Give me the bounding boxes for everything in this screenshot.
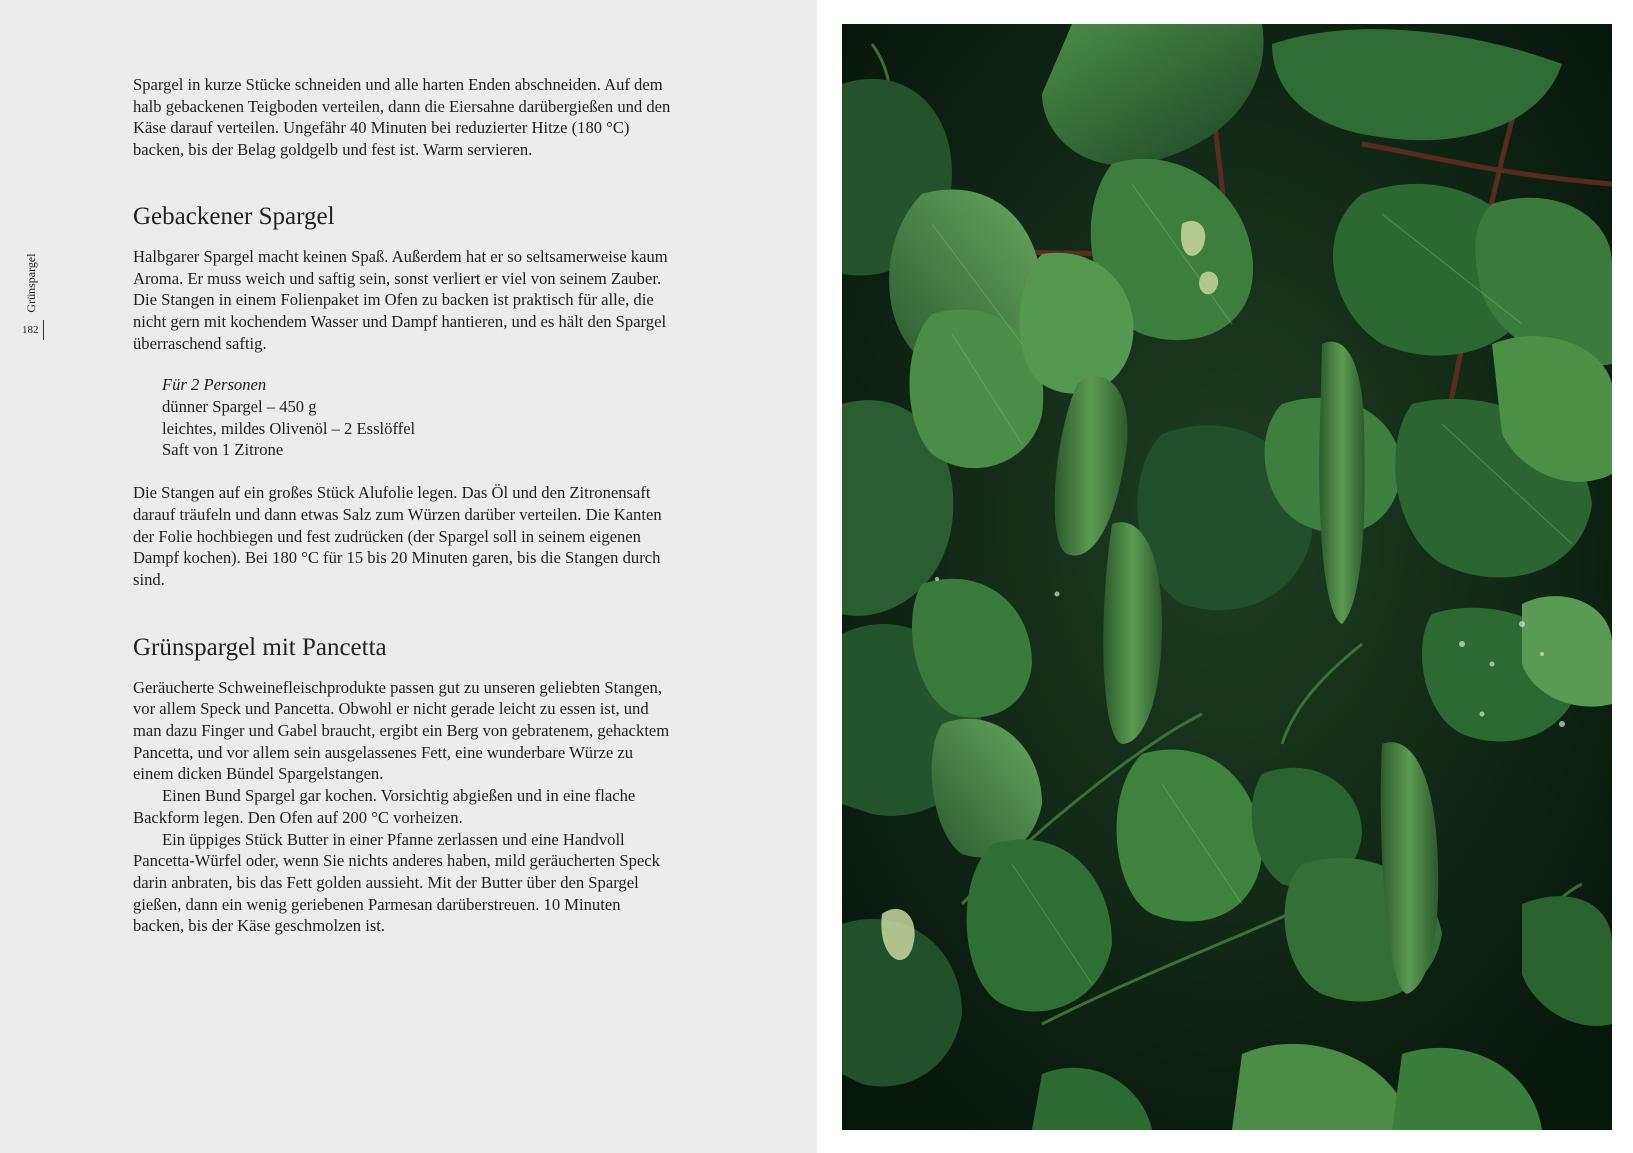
recipe-paragraph: Geräucherte Schweinefleischprodukte passen gut zu unseren geliebten Stangen, vor allem Speck und Pancetta. Obwohl er nicht gerade leicht zu essen ist, und man dazu Finger und Gabel braucht, ergibt ein Berg von gebratenem, gehacktem Pancetta, und vor allem sein ausgelassenes Fett, eine wunderbare Würze zu einem dicken Bündel Spargelstangen. [133, 677, 670, 784]
recipe-title-gruenspargel-pancetta: Grünspargel mit Pancetta [133, 633, 387, 661]
ingredient-item: leichtes, mildes Olivenöl – 2 Esslöffel [162, 418, 416, 438]
recipe-paragraph: Ein üppiges Stück Butter in einer Pfanne zerlassen und eine Handvoll Pancetta-Würfel oder, wenn Sie nichts anderes haben, mild geräucherten Speck darin anbraten, bis das Fett golden aussieht. Mit der Butter über den Spargel gießen, dann ein wenig geriebenen Parmesan darüberstreuen. 10 Minuten backen, bis der Käse geschmolzen ist. [133, 829, 660, 936]
recipe-method: Die Stangen auf ein großes Stück Alufolie legen. Das Öl und den Zitronensaft darauf träufeln und dann etwas Salz zum Würzen darüber verteilen. Die Kanten der Folie hochbiegen und fest zudrücken (der Spargel soll in seinem eigenen Dampf kochen). Bei 180 °C für 15 bis 20 Minuten garen, bis die Stangen durch sind. [133, 483, 662, 589]
running-head-rule [43, 320, 44, 340]
recipe-title-gebackener-spargel: Gebackener Spargel [133, 202, 335, 230]
page-number: 182 [22, 324, 39, 336]
ingredient-item: Saft von 1 Zitrone [162, 440, 284, 460]
running-head [18, 242, 44, 342]
ingredient-list [162, 374, 673, 461]
ingredient-item: dünner Spargel – 450 g [162, 397, 317, 417]
photo-illustration [842, 24, 1612, 1130]
running-head-section: Grünspargel [24, 253, 38, 313]
text-column [133, 74, 673, 937]
intro-paragraph: Spargel in kurze Stücke schneiden und alle harten Enden abschneiden. Auf dem halb gebackenen Teigboden verteilen, dann die Eiersahne darübergießen und den Käse darauf verteilen. Ungefähr 40 Minuten bei reduzierter Hitze (180 °C) backen, bis der Belag goldgelb und fest ist. Warm servieren. [133, 75, 671, 160]
recipe-paragraph: Einen Bund Spargel gar kochen. Vorsichtig abgießen und in eine flache Backform legen. Den Ofen auf 200 °C vorheizen. [133, 786, 636, 827]
pea-plant-photo [842, 24, 1612, 1130]
servings-label: Für 2 Personen [162, 375, 267, 395]
recipe-intro: Halbgarer Spargel macht keinen Spaß. Außerdem hat er so seltsamerweise kaum Aroma. Er muss weich und saftig sein, sonst verliert er viel von seinem Zauber. Die Stangen in einem Folienpaket im Ofen zu backen ist praktisch für alle, die nicht gern mit kochendem Wasser und Dampf hantieren, und es hält den Spargel überraschend saftig. [133, 246, 668, 353]
